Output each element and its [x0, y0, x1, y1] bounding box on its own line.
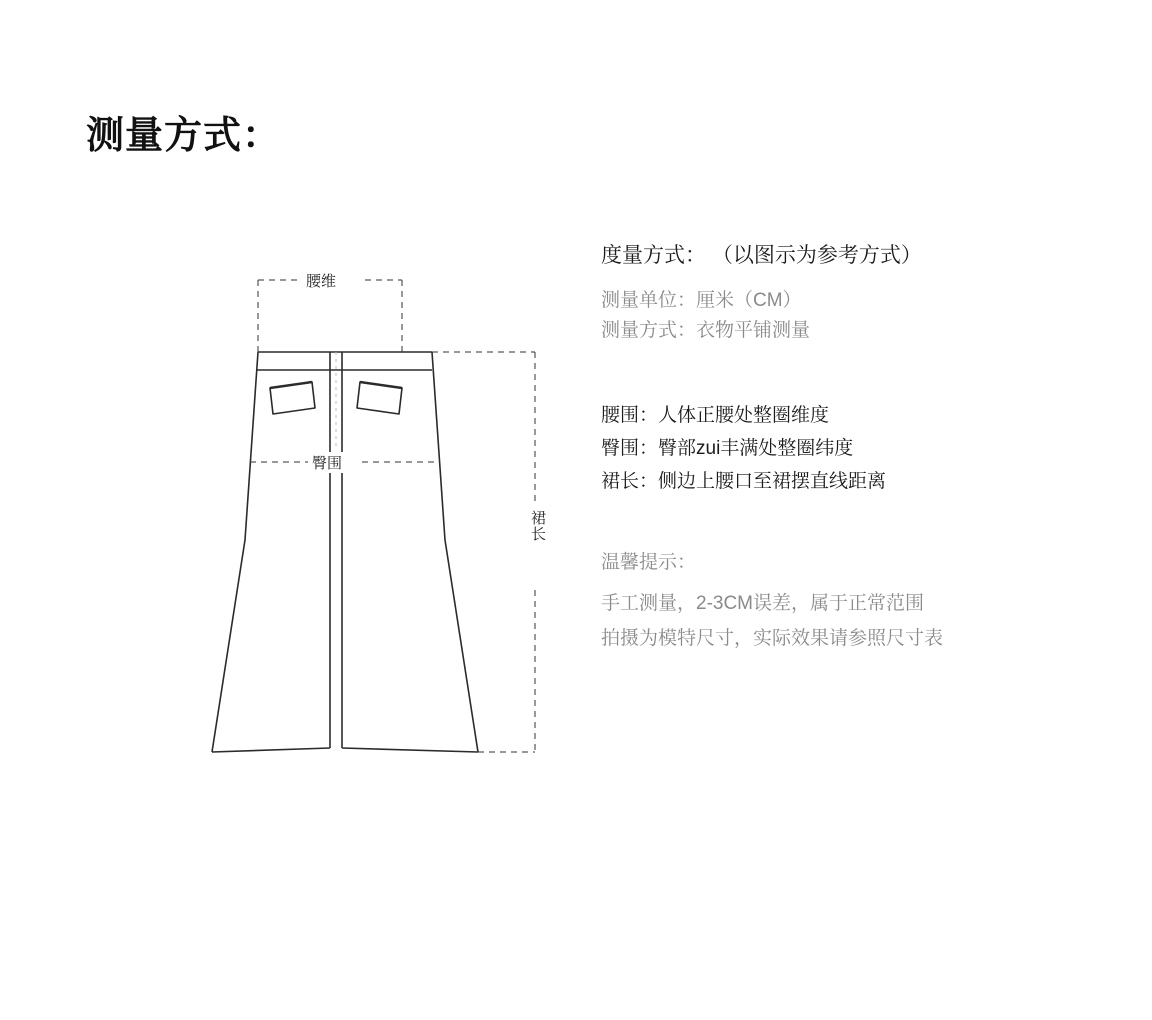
tips-title: 温馨提示：: [601, 552, 697, 574]
definition-length: 裙长：侧边上腰口至裙摆直线距离: [601, 471, 887, 493]
measurement-info-panel: [601, 240, 1121, 656]
tip-model-size: 拍摄为模特尺寸，实际效果请参照尺寸表: [601, 627, 944, 649]
definition-waist: 腰围：人体正腰处整圈维度: [601, 405, 830, 427]
spacer-1: [601, 347, 1121, 399]
measure-method-heading: 度量方式： （以图示为参考方式）: [601, 244, 922, 267]
tip-tolerance: 手工测量，2-3CM误差，属于正常范围: [601, 592, 925, 614]
measure-method-line: 测量方式：衣物平铺测量: [601, 320, 811, 342]
spacer-2: [601, 498, 1121, 548]
skirt-measurement-diagram: [190, 240, 570, 800]
skirt-length-label: 裙长: [527, 506, 548, 546]
skirt-illustration-svg: [190, 240, 570, 800]
measure-unit-line: 测量单位：厘米（CM）: [601, 289, 802, 311]
hip-label: 臀围: [308, 452, 346, 473]
definition-hip: 臀围：臀部zui丰满处整圈纬度: [601, 438, 854, 460]
page-title: 测量方式：: [86, 115, 282, 157]
waist-label: 腰维: [302, 270, 340, 291]
